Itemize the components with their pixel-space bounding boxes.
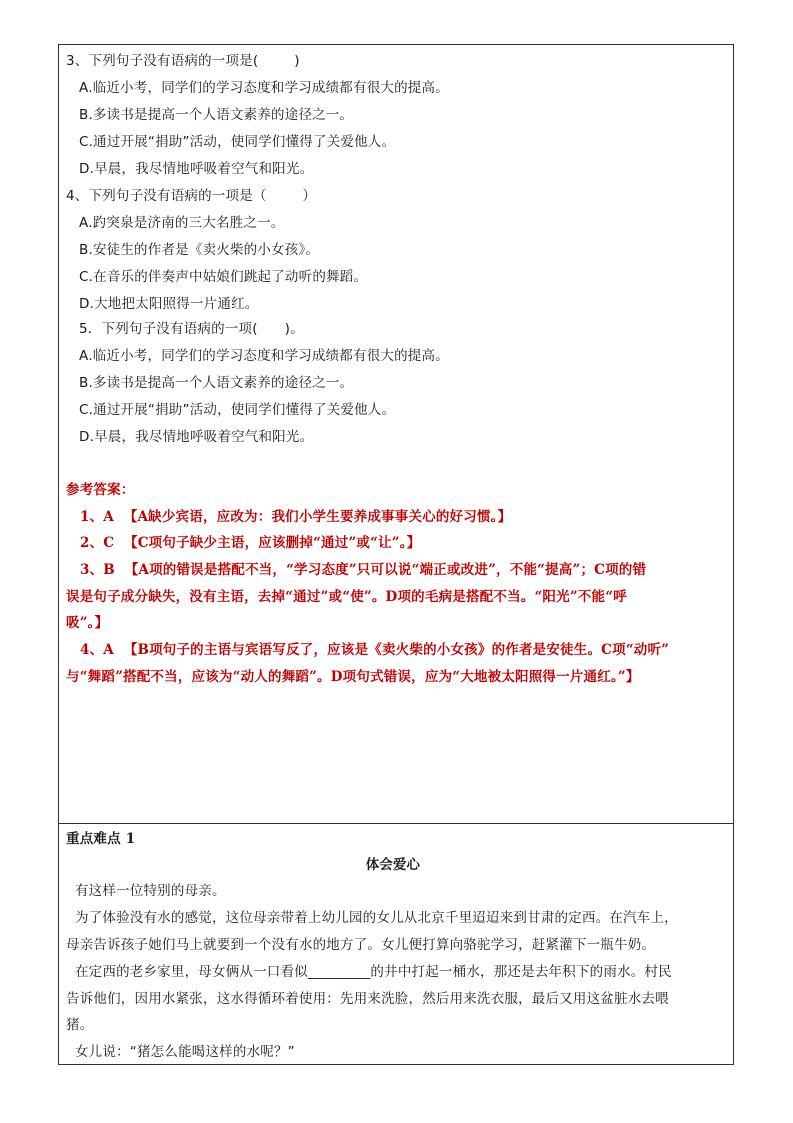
- answer-line-3: 3、B 【A项的错误是搭配不当，“学习态度”只可以说“端正或改进”，不能“提高”；C项的错: [80, 562, 647, 578]
- answer-line-3-cont: 误是句子成分缺失，没有主语，去掉“通过”或“使”。D项的毛病是搭配不当。“阳光”不能“呼: [66, 589, 627, 605]
- section-divider: [58, 823, 734, 824]
- question-4-option-d: D.大地把太阳照得一片通红。: [79, 296, 259, 312]
- answer-line-1: 1、A 【A缺少宾语，应改为：我们小学生要养成事事关心的好习惯。】: [80, 509, 512, 525]
- answer-line-2: 2、C 【C项句子缺少主语，应该删掉“通过”或“让”。】: [80, 535, 421, 551]
- question-3-option-a: A.临近小考，同学们的学习态度和学习成绩都有很大的提高。: [79, 80, 449, 96]
- paragraph-line-1: 有这样一位特别的母亲。: [66, 883, 226, 899]
- answers-title: 参考答案：: [66, 482, 135, 498]
- paragraph-line-4: 在定西的老乡家里，母女俩从一口看似_________的井中打起一桶水，那还是去年积下的雨水。村民: [66, 964, 672, 980]
- question-5-option-b: B.多读书是提高一个人语文素养的途径之一。: [79, 375, 354, 391]
- question-4-option-a: A.趵突泉是济南的三大名胜之一。: [79, 215, 285, 231]
- paragraph-line-6: 猪。: [66, 1017, 94, 1033]
- question-3-option-b: B.多读书是提高一个人语文素养的途径之一。: [79, 107, 354, 123]
- question-4-stem: 4、下列句子没有语病的一项是（ ）: [66, 188, 317, 204]
- question-3-option-d: D.早晨，我尽情地呼吸着空气和阳光。: [79, 161, 314, 177]
- question-5-option-a: A.临近小考，同学们的学习态度和学习成绩都有很大的提高。: [79, 348, 449, 364]
- answer-line-3-end: 吸”。】: [66, 615, 109, 631]
- question-5-option-d: D.早晨，我尽情地呼吸着空气和阳光。: [79, 429, 314, 445]
- question-3-option-c: C.通过开展“捐助”活动，使同学们懂得了关爱他人。: [79, 134, 396, 150]
- question-4-option-c: C.在音乐的伴奏声中姑娘们跳起了动听的舞蹈。: [79, 269, 368, 285]
- question-4-option-b: B.安徒生的作者是《卖火柴的小女孩》。: [79, 242, 320, 258]
- answer-line-4-cont: 与“舞蹈”搭配不当，应该为“动人的舞蹈”。D项句式错误，应为“大地被太阳照得一片通红。”】: [66, 669, 640, 685]
- paragraph-line-2: 为了体验没有水的感觉，这位母亲带着上幼儿园的女儿从北京千里迢迢来到甘肃的定西。在汽车上，: [66, 910, 678, 926]
- section-title: 体会爱心: [365, 857, 421, 873]
- question-5-stem: 5．下列句子没有语病的一项( )。: [79, 321, 304, 337]
- answer-line-4: 4、A 【B项句子的主语与宾语写反了，应该是《卖火柴的小女孩》的作者是安徒生。C项“动听”: [80, 642, 670, 658]
- section-label: 重点难点 1: [66, 831, 136, 847]
- paragraph-line-3: 母亲告诉孩子她们马上就要到一个没有水的地方了。女儿便打算向骆驼学习，赶紧灌下一瓶牛奶。: [66, 937, 656, 953]
- paragraph-line-7: 女儿说：“猪怎么能喝这样的水呢？”: [66, 1044, 295, 1060]
- question-5-option-c: C.通过开展“捐助”活动，使同学们懂得了关爱他人。: [79, 402, 396, 418]
- paragraph-line-5: 告诉他们，因用水紧张，这水得循环着使用：先用来洗脸，然后用来洗衣服，最后又用这盆脏水去喂: [66, 991, 669, 1007]
- question-3-stem: 3、下列句子没有语病的一项是( ): [66, 53, 300, 69]
